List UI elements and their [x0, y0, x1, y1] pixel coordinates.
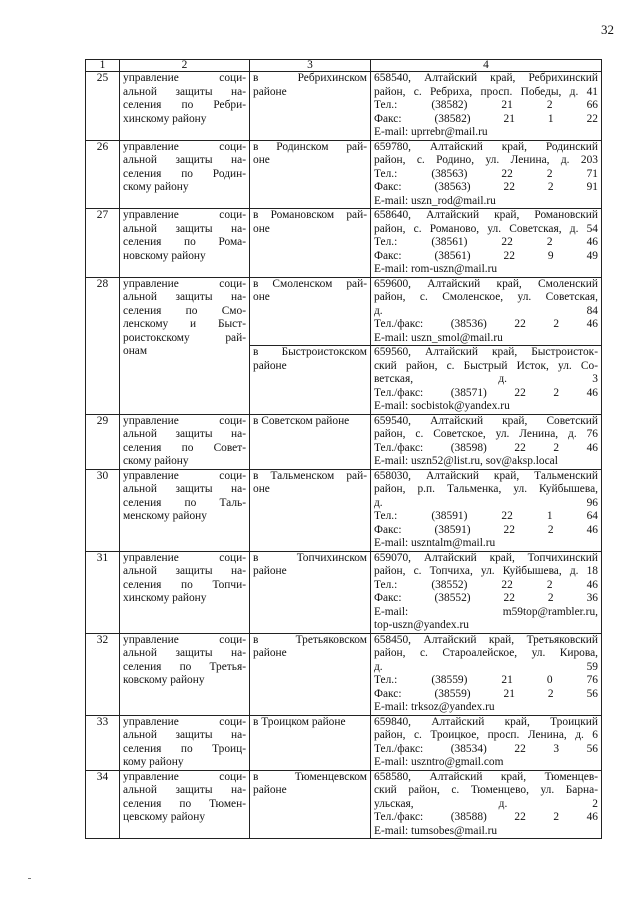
text-line: ский район, с. Тюменцево, ул. Барна- — [374, 784, 598, 796]
text-line: районе — [253, 359, 287, 372]
text-line: Факс: (38582) 21 1 22 — [374, 112, 598, 125]
text-line: управление соци- — [123, 209, 246, 221]
text-line: управление соци- — [123, 770, 246, 783]
district — [250, 633, 371, 715]
agency-name — [120, 414, 250, 469]
scan-speck — [28, 878, 31, 879]
text-line: районе — [253, 647, 287, 659]
text-line: скому району — [123, 455, 189, 467]
text-line: альной защиты на- — [123, 428, 246, 440]
contact-address — [371, 715, 602, 770]
text-line: управление соци- — [123, 551, 246, 564]
row-number: 30 — [86, 469, 120, 551]
text-line: районе — [253, 565, 287, 577]
text-line: альной защиты на- — [123, 483, 246, 495]
column-header: 4 — [371, 60, 602, 72]
text-line: кому району — [123, 756, 184, 768]
district — [250, 414, 371, 469]
table-row — [86, 140, 602, 209]
text-line: цевскому району — [123, 811, 206, 823]
table-row — [86, 633, 602, 715]
text-line: оне — [253, 291, 270, 303]
district — [250, 770, 371, 839]
table-body — [86, 72, 602, 839]
text-line: альной защиты на- — [123, 85, 246, 98]
text-line: селения по Рома- — [123, 236, 246, 248]
text-line: район, с. Топчиха, ул. Куйбышева, д. 18 — [374, 565, 598, 577]
row-number: 29 — [86, 414, 120, 469]
agency-name — [120, 209, 250, 278]
row-number: 26 — [86, 140, 120, 209]
text-line: менскому району — [123, 510, 207, 522]
text-line: Тел./факс: (38598) 22 2 46 — [374, 441, 598, 454]
text-line: 659600, Алтайский край, Смоленский — [374, 277, 598, 290]
text-line: в Советском районе — [253, 414, 350, 427]
agency-name — [120, 551, 250, 633]
text-line: E-mail: uszntalm@mail.ru — [374, 537, 496, 549]
text-line: селения по Топчи- — [123, 578, 246, 591]
text-line: E-mail: uszn_rod@mail.ru — [374, 194, 496, 207]
text-line: Тел./факс: (38536) 22 2 46 — [374, 318, 598, 330]
text-line: ский район, с. Быстрый Исток, ул. Со- — [374, 359, 598, 372]
text-line: в Родинском рай- — [253, 140, 367, 153]
row-number: 28 — [86, 277, 120, 414]
text-line: 659070, Алтайский край, Топчихинский — [374, 551, 598, 564]
text-line: управление соци- — [123, 277, 246, 290]
text-line: в Третьяковском — [253, 633, 367, 646]
text-line: район, с. Советское, ул. Ленина, д. 76 — [374, 428, 598, 440]
text-line: район, с. Родино, ул. Ленина, д. 203 — [374, 154, 598, 166]
text-line: селения по Таль- — [123, 496, 246, 509]
text-line: Тел./факс: (38571) 22 2 46 — [374, 386, 598, 399]
column-header: 2 — [120, 60, 250, 72]
text-line: оне — [253, 483, 270, 495]
text-line: 658580, Алтайский край, Тюменцев- — [374, 770, 598, 783]
text-line: управление соци- — [123, 633, 246, 646]
row-number: 34 — [86, 770, 120, 839]
row-number: 27 — [86, 209, 120, 278]
text-line: район, с. Смоленское, ул. Советская, — [374, 291, 598, 303]
text-line: альной защиты на- — [123, 729, 246, 741]
text-line: район, с. Романово, ул. Советская, д. 54 — [374, 222, 598, 235]
text-line: в Романовском рай- — [253, 209, 367, 221]
text-line: хинскому району — [123, 112, 207, 125]
table-row — [86, 209, 602, 278]
text-line: 658640, Алтайский край, Романовский — [374, 209, 598, 221]
contact-address — [371, 770, 602, 839]
text-line: д. 96 — [374, 496, 598, 509]
text-line: управление соци- — [123, 715, 246, 728]
table-header-row — [86, 60, 602, 72]
agency-name — [120, 633, 250, 715]
row-number: 32 — [86, 633, 120, 715]
text-line: в Смоленском рай- — [253, 277, 367, 290]
contact-address — [371, 414, 602, 469]
text-line: E-mail: uprrebr@mail.ru — [374, 126, 488, 138]
text-line: селения по Тюмен- — [123, 797, 246, 810]
text-line: Тел.: (38552) 22 2 46 — [374, 578, 598, 591]
text-line: д. 59 — [374, 660, 598, 673]
text-line: в Топчихинском — [253, 551, 367, 564]
district — [250, 72, 371, 141]
table-row — [86, 715, 602, 770]
text-line: управление соци- — [123, 140, 246, 153]
text-line: ленскому и Быст- — [123, 318, 246, 330]
text-line: 659540, Алтайский край, Советский — [374, 414, 598, 427]
text-line: ульская, д. 2 — [374, 797, 598, 810]
text-line: Тел.: (38582) 21 2 66 — [374, 99, 598, 111]
text-line: 658540, Алтайский край, Ребрихинский — [374, 72, 598, 84]
text-line: альной защиты на- — [123, 291, 246, 303]
text-line: роистокскому рай- — [123, 331, 246, 344]
district — [250, 551, 371, 633]
text-line: 659840, Алтайский край, Троицкий — [374, 715, 598, 728]
text-line: альной защиты на- — [123, 784, 246, 796]
text-line: селения по Смо- — [123, 304, 246, 317]
text-line: управление соци- — [123, 414, 246, 427]
text-line: Факс: (38552) 22 2 36 — [374, 592, 598, 604]
text-line: Тел.: (38561) 22 2 46 — [374, 236, 598, 248]
text-line: 658030, Алтайский край, Тальменский — [374, 469, 598, 482]
text-line: д. 84 — [374, 304, 598, 317]
text-line: Тел./факс: (38588) 22 2 46 — [374, 811, 598, 823]
contact-address — [371, 633, 602, 715]
text-line: E-mail: rom-uszn@mail.ru — [374, 263, 498, 275]
text-line: Факс: (38559) 21 2 56 — [374, 687, 598, 700]
row-number: 25 — [86, 72, 120, 141]
text-line: скому району — [123, 181, 189, 193]
table-row — [86, 277, 602, 346]
agency-name — [120, 140, 250, 209]
row-number: 33 — [86, 715, 120, 770]
text-line: Факс: (38591) 22 2 46 — [374, 523, 598, 536]
agency-name — [120, 469, 250, 551]
text-line: район, с. Ребриха, просп. Победы, д. 41 — [374, 85, 598, 98]
district — [250, 346, 371, 415]
text-line: 658450, Алтайский край, Третьяковский — [374, 633, 598, 646]
contact-address — [371, 469, 602, 551]
text-line: альной защиты на- — [123, 222, 246, 235]
district — [250, 715, 371, 770]
agency-name — [120, 72, 250, 141]
text-line: E-mail: socbistok@yandex.ru — [374, 400, 510, 412]
agencies-table — [85, 59, 602, 839]
district — [250, 209, 371, 278]
row-number: 31 — [86, 551, 120, 633]
text-line: в Троицком районе — [253, 715, 346, 728]
page-number: 32 — [601, 22, 614, 37]
text-line: Тел.: (38559) 21 0 76 — [374, 674, 598, 686]
text-line: E-mail: tumsobes@mail.ru — [374, 824, 498, 837]
text-line: оне — [253, 222, 270, 235]
agency-name — [120, 770, 250, 839]
text-line: район, с. Староалейское, ул. Кирова, — [374, 647, 598, 659]
table-row — [86, 414, 602, 469]
text-line: в Тюменцевском — [253, 770, 367, 783]
text-line: хинскому району — [123, 592, 207, 604]
text-line: E-mail: trksoz@yandex.ru — [374, 701, 495, 713]
contact-address — [371, 551, 602, 633]
table-row — [86, 551, 602, 633]
text-line: альной защиты на- — [123, 154, 246, 166]
district — [250, 140, 371, 209]
contact-address — [371, 72, 602, 141]
text-line: новскому району — [123, 249, 206, 262]
district — [250, 277, 371, 346]
text-line: управление соци- — [123, 469, 246, 482]
text-line: E-mail: uszntro@gmail.com — [374, 756, 504, 768]
district — [250, 469, 371, 551]
text-line: селения по Троиц- — [123, 742, 246, 755]
text-line: Факс: (38563) 22 2 91 — [374, 181, 598, 193]
text-line: E-mail: m59top@rambler.ru, — [374, 605, 598, 618]
column-header: 3 — [250, 60, 371, 72]
column-header: 1 — [86, 60, 120, 72]
text-line: онам — [123, 345, 148, 357]
text-line: Тел.: (38563) 22 2 71 — [374, 167, 598, 180]
text-line: селения по Ребри- — [123, 99, 246, 111]
table-row — [86, 770, 602, 839]
text-line: районе — [253, 784, 287, 796]
table-row — [86, 469, 602, 551]
agency-name — [120, 277, 250, 414]
text-line: селения по Совет- — [123, 441, 246, 454]
text-line: ветская, д. 3 — [374, 373, 598, 385]
text-line: 659560, Алтайский край, Быстроисток- — [374, 346, 598, 358]
agency-name — [120, 715, 250, 770]
text-line: Тел.: (38591) 22 1 64 — [374, 510, 598, 522]
table-row — [86, 72, 602, 141]
text-line: район, с. Троицкое, просп. Ленина, д. 6 — [374, 729, 598, 741]
contact-address — [371, 346, 602, 415]
text-line: оне — [253, 154, 270, 166]
text-line: top-uszn@yandex.ru — [374, 619, 469, 631]
text-line: селения по Третья- — [123, 660, 246, 673]
contact-address — [371, 140, 602, 209]
text-line: селения по Родин- — [123, 167, 246, 180]
text-line: Тел./факс: (38534) 22 3 56 — [374, 742, 598, 755]
contact-address — [371, 209, 602, 278]
text-line: 659780, Алтайский край, Родинский — [374, 140, 598, 153]
contact-address — [371, 277, 602, 346]
text-line: районе — [253, 85, 287, 98]
text-line: альной защиты на- — [123, 647, 246, 659]
text-line: Факс: (38561) 22 9 49 — [374, 249, 598, 262]
text-line: E-mail: uszn52@list.ru, sov@aksp.local — [374, 455, 558, 467]
text-line: альной защиты на- — [123, 565, 246, 577]
text-line: в Быстроистокском — [253, 346, 367, 358]
text-line: ковскому району — [123, 674, 205, 686]
text-line: район, р.п. Тальменка, ул. Куйбышева, — [374, 483, 598, 495]
text-line: управление соци- — [123, 72, 246, 84]
text-line: в Ребрихинском — [253, 72, 367, 84]
text-line: E-mail: uszn_smol@mail.ru — [374, 331, 503, 344]
text-line: в Тальменском рай- — [253, 469, 367, 482]
